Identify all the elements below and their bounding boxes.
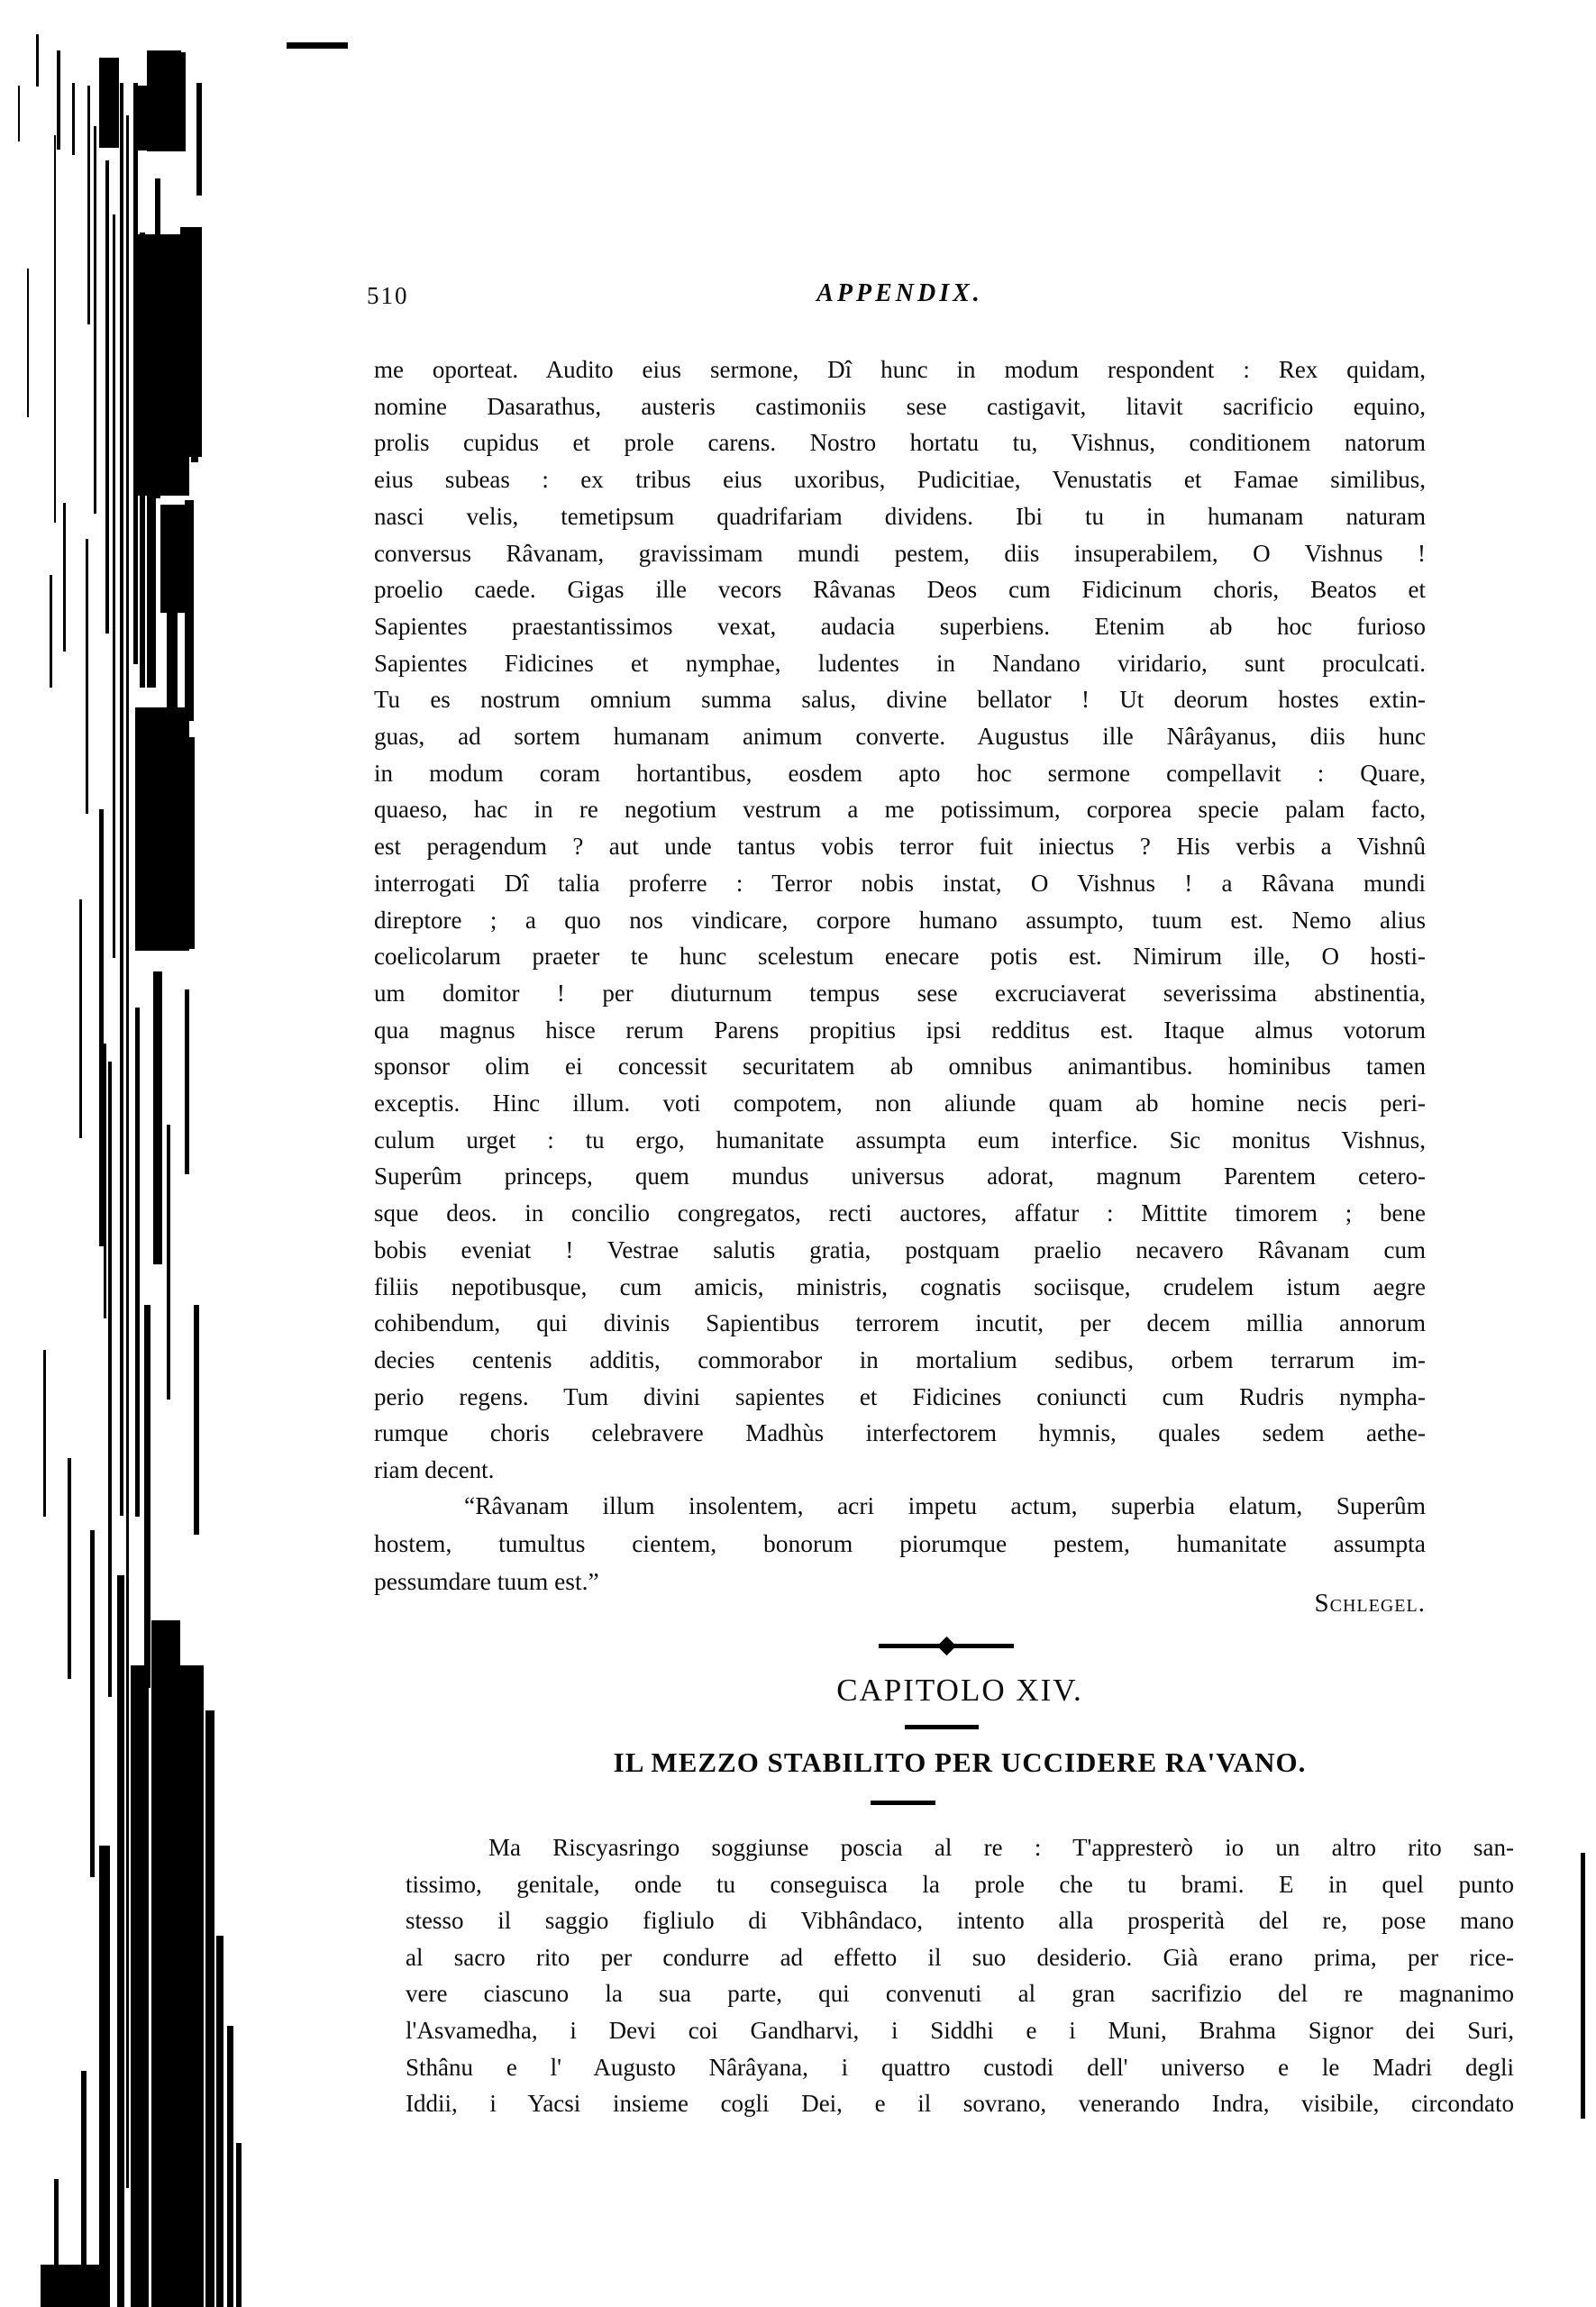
scan-artifact-stripe: [177, 737, 195, 949]
scan-artifact-stripe: [147, 269, 156, 688]
scan-artifact-stripe: [131, 1665, 149, 2307]
scan-artifact-stripe: [160, 505, 186, 613]
text-line: in modum coram hortantibus, eosdem apto hoc sermone compellavit : Quare,: [374, 759, 1426, 787]
text-line: Sapientes praestantissimos vexat, audacia superbiens. Etenim ab hoc furioso: [374, 612, 1426, 640]
text-line: Superûm princeps, quem mundus universus adorat, magnum Parentem cetero-: [374, 1163, 1426, 1190]
text-line: nasci velis, temetipsum quadrifariam dividens. Ibi tu in humanam naturam: [374, 502, 1426, 530]
section-rule-bottom: [871, 1801, 935, 1805]
scan-artifact-stripe: [117, 1575, 124, 2307]
text-line: cohibendum, qui divinis Sapientibus terrorem incutit, per decem millia annorum: [374, 1309, 1426, 1337]
attribution-schlegel: Schlegel.: [1314, 1589, 1426, 1618]
scan-artifact-stripe: [18, 86, 20, 141]
scan-artifact-stripe: [147, 50, 181, 151]
text-line: est peragendum ? aut unde tantus vobis terror fuit iniectus ? His verbis a Vishnû: [374, 833, 1426, 861]
text-line: “Râvanam illum insolentem, acri impetu actum, superbia elatum, Superûm: [464, 1491, 1426, 1519]
text-line: culum urget : tu ergo, humanitate assumpta eum interfice. Sic monitus Vishnus,: [374, 1126, 1426, 1154]
scan-artifact-stripe: [180, 227, 202, 457]
text-line: proelio caede. Gigas ille vecors Râvanas Deos cum Fidicinum choris, Beatos et: [374, 576, 1426, 604]
scan-artifact-stripe: [87, 86, 90, 324]
text-line: quaeso, hac in re negotium vestrum a me potissimum, corporea specie palam facto,: [374, 796, 1426, 824]
scan-artifact-stripe: [185, 989, 189, 1174]
text-line: decies centenis additis, commorabor in mortalium sedibus, orbem terrarum im-: [374, 1345, 1426, 1373]
scan-artifact-stripe: [133, 83, 138, 664]
scan-artifact-stripe: [50, 575, 52, 688]
scan-artifact-stripe: [81, 2071, 87, 2307]
running-title: APPENDIX.: [816, 279, 983, 307]
scan-artifact-stripe: [108, 1062, 112, 1697]
section-rule-top: [905, 1725, 979, 1729]
scan-artifact-stripe: [63, 503, 66, 652]
text-line: prolis cupidus et prole carens. Nostro hortatu tu, Vishnus, conditionem natorum: [374, 429, 1426, 457]
text-line: Ma Riscyasringo soggiunse poscia al re : T'appresterò io un altro rito san-: [488, 1834, 1514, 1861]
text-line: conversus Râvanam, gravissimam mundi pestem, diis insuperabilem, O Vishnus !: [374, 539, 1426, 567]
scan-artifact-stripe: [287, 42, 348, 49]
text-line: direptore ; a quo nos vindicare, corpore humano assumpto, tuum est. Nemo alius: [374, 906, 1426, 934]
scan-artifact-stripe: [41, 2265, 104, 2307]
scan-artifact-stripe: [36, 34, 39, 87]
scan-artifact-stripe: [54, 2179, 59, 2307]
scan-artifact-stripe: [120, 83, 123, 1516]
text-line: exceptis. Hinc illum. voti compotem, non aliunde quam ab homine necis peri-: [374, 1090, 1426, 1117]
text-line: eius subeas : ex tribus eius uxoribus, Pudicitiae, Venustatis et Famae similibus,: [374, 466, 1426, 494]
text-line: bobis eveniat ! Vestrae salutis gratia, postquam praelio necavero Râvanam cum: [374, 1236, 1426, 1263]
text-line: Tu es nostrum omnium summa salus, divine bellator ! Ut deorum hostes extin-: [374, 686, 1426, 714]
chapter-subtitle: IL MEZZO STABILITO PER UCCIDERE RA'VANO.: [613, 1746, 1307, 1778]
page-number: 510: [367, 282, 409, 309]
scan-artifact-stripe: [54, 135, 56, 523]
text-line: me oporteat. Audito eius sermone, Dî hunc in modum respondent : Rex quidam,: [374, 356, 1426, 383]
latin-paragraph: [374, 351, 1426, 1489]
scan-artifact-stripe: [227, 2026, 233, 2307]
text-line: sponsor olim ei concessit securitatem ab omnibus animantibus. hominibus tamen: [374, 1053, 1426, 1081]
text-line: vere ciascuno la sua parte, qui convenuti al gran sacrifizio del re magnanimo: [406, 1980, 1514, 2008]
scan-artifact-stripe: [135, 234, 189, 496]
scan-artifact-stripe: [167, 557, 178, 724]
scan-artifact-stripe: [180, 1665, 204, 2307]
scan-artifact-stripe: [135, 707, 189, 951]
text-line: Sapientes Fidicines et nymphae, ludentes in Nandano viridario, sunt proculcati.: [374, 649, 1426, 677]
scan-artifact-stripe: [72, 83, 75, 155]
text-line: pessumdare tuum est.”: [374, 1567, 599, 1595]
text-line: stesso il saggio figliulo di Vibhândaco, intento alla prosperità del re, pose mano: [406, 1907, 1514, 1935]
text-line: Iddii, i Yacsi insieme cogli Dei, e il sovrano, venerando Indra, visibile, circondato: [406, 2090, 1514, 2118]
scan-artifact-stripe: [99, 1846, 110, 2307]
chapter-heading: CAPITOLO XIV.: [836, 1673, 1083, 1708]
ornament-rule-right: [952, 1644, 1015, 1648]
scan-artifact-stripe: [191, 269, 198, 462]
scan-artifact-stripe: [216, 1936, 223, 2307]
diamond-ornament-icon: [879, 1638, 1014, 1653]
text-line: nomine Dasarathus, austeris castimoniis sese castigavit, litavit sacrificio equino,: [374, 392, 1426, 420]
scan-artifact-stripe: [135, 86, 182, 150]
scan-artifact-stripe: [135, 1008, 140, 1517]
text-line: guas, ad sortem humanam animum converte. Augustus ille Nârâyanus, diis hunc: [374, 723, 1426, 751]
scan-artifact-stripe: [1581, 1853, 1585, 2119]
scan-artifact-stripe: [196, 83, 202, 196]
scan-artifact-stripe: [57, 50, 60, 150]
text-line: sque deos. in concilio congregatos, recti auctores, affatur : Mittite timorem ; bene: [374, 1199, 1426, 1227]
scan-artifact-stripe: [90, 1530, 95, 1877]
text-line: interrogati Dî talia proferre : Terror nobis instat, O Vishnus ! a Râvana mundi: [374, 869, 1426, 897]
scan-artifact-stripe: [113, 214, 115, 958]
text-line: al sacro rito per condurre ad effetto il suo desiderio. Già erano prima, per rice-: [406, 1943, 1514, 1971]
scan-artifact-stripe: [151, 1620, 180, 2307]
scan-artifact-stripe: [205, 1710, 214, 2307]
scan-artifact-stripe: [43, 1350, 46, 1517]
text-line: tissimo, genitale, onde tu conseguisca la prole che tu brami. E in quel punto: [406, 1870, 1514, 1898]
scan-artifact-stripe: [144, 1305, 150, 1688]
scan-artifact-stripe: [236, 2143, 242, 2307]
text-line: riam decent.: [374, 1456, 495, 1484]
scan-artifact-stripe: [86, 539, 88, 814]
scan-artifact-stripe: [140, 233, 145, 688]
scan-artifact-stripe: [126, 115, 129, 2188]
scan-artifact-stripe: [68, 1458, 71, 1679]
scan-artifact-stripe: [94, 126, 96, 514]
scan-artifact-stripe: [173, 52, 186, 151]
italian-paragraph: [406, 1829, 1514, 2122]
scan-artifact-stripe: [79, 899, 82, 1138]
scan-artifact-stripe: [167, 1125, 170, 1400]
text-line: hostem, tumultus cientem, bonorum piorumque pestem, humanitate assumpta: [374, 1529, 1426, 1557]
text-line: qua magnus hisce rerum Parens propitius ipsi redditus est. Itaque almus votorum: [374, 1016, 1426, 1044]
latin-quote-block: [374, 1487, 1426, 1600]
scan-artifact-stripe: [153, 971, 162, 1264]
scan-artifact-stripe: [185, 500, 194, 721]
scan-artifact-stripe: [27, 269, 29, 417]
ornament-diamond: [936, 1636, 955, 1655]
ornament-rule-left: [879, 1644, 942, 1648]
text-line: coelicolarum praeter te hunc scelestum enecare potis est. Nimirum ille, O hosti-: [374, 943, 1426, 971]
scan-artifact-stripe: [105, 160, 109, 634]
scan-artifact-stripe: [194, 1305, 199, 1535]
text-line: perio regens. Tum divini sapientes et Fidicines coniuncti cum Rudris nympha-: [374, 1382, 1426, 1410]
scan-artifact-stripe: [99, 809, 104, 1246]
scan-artifact-stripe: [155, 178, 160, 498]
scan-artifact-stripe: [99, 58, 119, 148]
text-line: filiis nepotibusque, cum amicis, ministris, cognatis sociisque, crudelem istum aegre: [374, 1272, 1426, 1300]
text-line: rumque choris celebravere Madhùs interfectorem hymnis, quales sedem aethe-: [374, 1419, 1426, 1447]
text-line: Sthânu e l' Augusto Nârâyana, i quattro custodi dell' universo e le Madri degli: [406, 2053, 1514, 2081]
text-line: um domitor ! per diuturnum tempus sese excruciaverat severissima abstinentia,: [374, 979, 1426, 1007]
text-line: l'Asvamedha, i Devi coi Gandharvi, i Siddhi e i Muni, Brahma Signor dei Suri,: [406, 2016, 1514, 2044]
scan-artifact-stripe: [104, 1044, 106, 1318]
